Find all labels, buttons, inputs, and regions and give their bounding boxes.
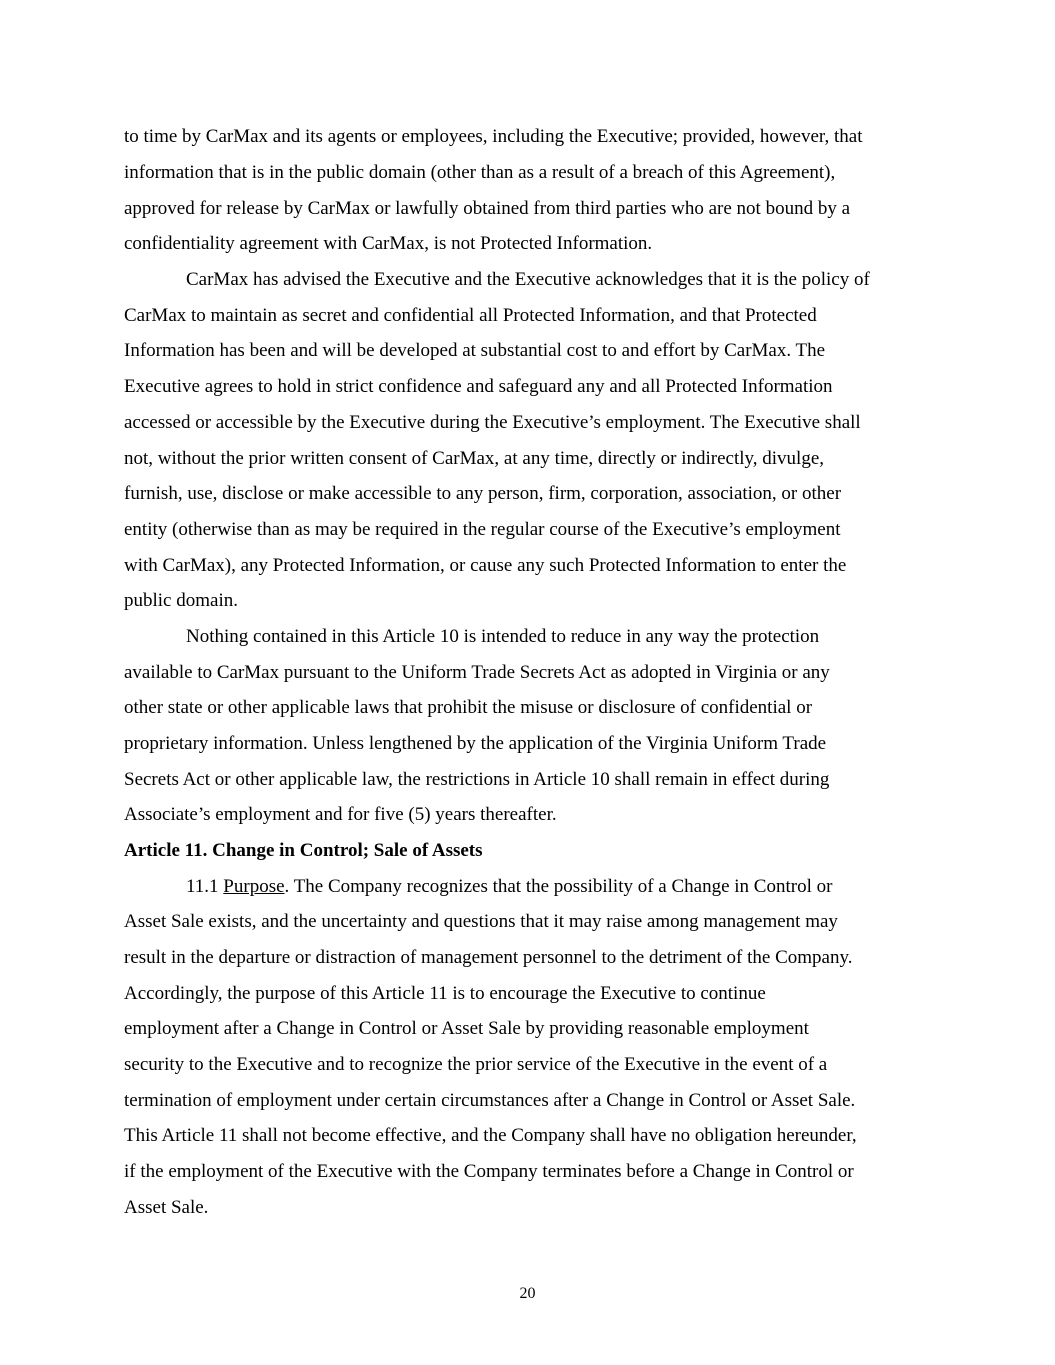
section-11-1-line-2: Asset Sale exists, and the uncertainty and questions that it may raise among management may	[124, 911, 838, 932]
paragraph-1-line-2: information that is in the public domain (other than as a result of a breach of this Agreement),	[124, 162, 836, 183]
paragraph-2-line-1: CarMax has advised the Executive and the Executive acknowledges that it is the policy of	[186, 269, 870, 290]
section-11-1-line-7: termination of employment under certain circumstances after a Change in Control or Asset Sale.	[124, 1090, 856, 1111]
paragraph-3-line-1: Nothing contained in this Article 10 is intended to reduce in any way the protection	[186, 626, 820, 647]
section-11-1-line-8: This Article 11 shall not become effective, and the Company shall have no obligation hereunder,	[124, 1125, 857, 1146]
paragraph-2-line-2: CarMax to maintain as secret and confidential all Protected Information, and that Protected	[124, 305, 817, 326]
paragraph-1-line-4: confidentiality agreement with CarMax, is not Protected Information.	[124, 233, 653, 254]
paragraph-3-line-3: other state or other applicable laws that prohibit the misuse or disclosure of confidential or	[124, 697, 813, 718]
paragraph-1-line-3: approved for release by CarMax or lawfully obtained from third parties who are not bound by a	[124, 198, 850, 219]
section-11-1-line-6: security to the Executive and to recognize the prior service of the Executive in the event of a	[124, 1054, 828, 1075]
paragraph-3-line-4: proprietary information. Unless lengthened by the application of the Virginia Uniform Trade	[124, 733, 827, 754]
paragraph-3-line-5: Secrets Act or other applicable law, the restrictions in Article 10 shall remain in effect during	[124, 769, 830, 790]
paragraph-3-line-2: available to CarMax pursuant to the Uniform Trade Secrets Act as adopted in Virginia or any	[124, 662, 830, 683]
paragraph-2-line-3: Information has been and will be developed at substantial cost to and effort by CarMax. The	[124, 340, 826, 361]
section-11-1-line-3: result in the departure or distraction of management personnel to the detriment of the Company.	[124, 947, 853, 968]
paragraph-2-line-10: public domain.	[124, 590, 238, 611]
paragraph-3-line-6: Associate’s employment and for five (5) years thereafter.	[124, 804, 557, 825]
section-first-line-text: . The Company recognizes that the possibility of a Change in Control or	[284, 876, 833, 897]
section-11-1-line-9: if the employment of the Executive with the Company terminates before a Change in Control or	[124, 1161, 854, 1182]
paragraph-2-line-6: not, without the prior written consent of CarMax, at any time, directly or indirectly, divulge,	[124, 448, 825, 469]
paragraph-2-line-9: with CarMax), any Protected Information, or cause any such Protected Information to enter the	[124, 555, 847, 576]
paragraph-2-line-8: entity (otherwise than as may be required in the regular course of the Executive’s employment	[124, 519, 841, 540]
paragraph-2-line-4: Executive agrees to hold in strict confidence and safeguard any and all Protected Information	[124, 376, 833, 397]
section-11-1-line-1	[186, 875, 832, 899]
paragraph-1-line-1: to time by CarMax and its agents or employees, including the Executive; provided, however, that	[124, 126, 863, 147]
paragraph-2-line-7: furnish, use, disclose or make accessible to any person, firm, corporation, association, or other	[124, 483, 842, 504]
section-11-1-line-10: Asset Sale.	[124, 1197, 209, 1218]
article-11-heading: Article 11. Change in Control; Sale of Assets	[124, 840, 483, 861]
page-number: 20	[519, 1285, 536, 1302]
paragraph-2-line-5: accessed or accessible by the Executive during the Executive’s employment. The Executive shall	[124, 412, 861, 433]
section-11-1-line-5: employment after a Change in Control or Asset Sale by providing reasonable employment	[124, 1018, 809, 1039]
section-number: 11.1	[186, 876, 219, 897]
section-title: Purpose	[223, 876, 285, 897]
section-11-1-line-4: Accordingly, the purpose of this Article 11 is to encourage the Executive to continue	[124, 983, 766, 1004]
